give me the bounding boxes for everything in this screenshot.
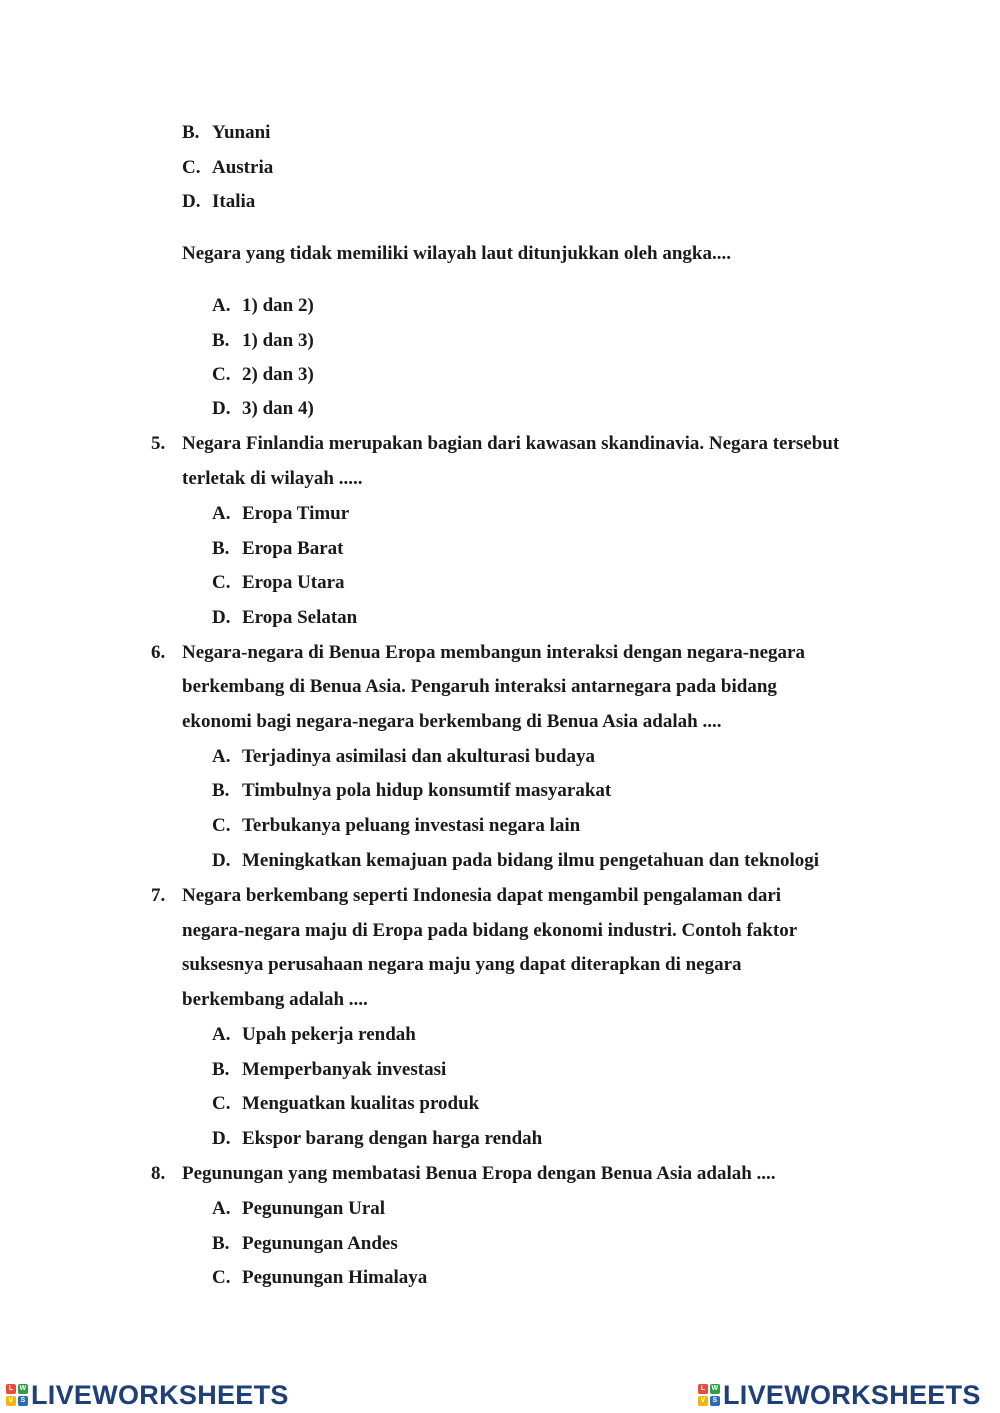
q6-stem-line-1: Negara-negara di Benua Eropa membangun interaksi dengan negara-negara xyxy=(182,642,805,663)
q4-option-a: A. 1) dan 2) xyxy=(212,295,314,316)
q7-stem-line-3: suksesnya perusahaan negara maju yang dapat diterapkan di negara xyxy=(182,954,742,975)
q8-number: 8. xyxy=(151,1163,166,1184)
q7-option-b: B. Memperbanyak investasi xyxy=(212,1059,447,1080)
liveworksheets-logo-left[interactable] xyxy=(6,1378,289,1412)
logo-cell: L xyxy=(698,1384,708,1394)
q5-number: 5. xyxy=(151,433,166,454)
q5-option-d: D. Eropa Selatan xyxy=(212,607,358,628)
q6-option-d: D. Meningkatkan kemajuan pada bidang ilmu pengetahuan dan teknologi xyxy=(212,850,820,871)
q5-option-b: B. Eropa Barat xyxy=(212,538,344,559)
liveworksheets-grid-icon xyxy=(698,1384,720,1406)
option-b-yunani: B. Yunani xyxy=(182,122,271,143)
q7-stem-line-2: negara-negara maju di Eropa pada bidang ekonomi industri. Contoh faktor xyxy=(182,920,798,941)
q5-option-a: A. Eropa Timur xyxy=(212,503,350,524)
q4-stem: Negara yang tidak memiliki wilayah laut ditunjukkan oleh angka.... xyxy=(182,243,731,264)
q7-option-c: C. Menguatkan kualitas produk xyxy=(212,1093,480,1114)
brand-text: LIVEWORKSHEETS xyxy=(723,1379,981,1410)
q8-option-c: C. Pegunungan Himalaya xyxy=(212,1267,428,1288)
logo-cell: L xyxy=(6,1384,16,1394)
q7-number: 7. xyxy=(151,885,166,906)
q4-option-b: B. 1) dan 3) xyxy=(212,330,314,351)
q5-stem-line-2: terletak di wilayah ..... xyxy=(182,468,363,489)
q6-option-c: C. Terbukanya peluang investasi negara lain xyxy=(212,815,581,836)
q7-stem-line-4: berkembang adalah .... xyxy=(182,989,368,1010)
q4-option-d: D. 3) dan 4) xyxy=(212,398,314,419)
q6-stem-line-2: berkembang di Benua Asia. Pengaruh interaksi antarnegara pada bidang xyxy=(182,676,777,697)
brand-text: LIVEWORKSHEETS xyxy=(31,1379,289,1410)
q5-option-c: C. Eropa Utara xyxy=(212,572,345,593)
q8-stem-line-1: Pegunungan yang membatasi Benua Eropa dengan Benua Asia adalah .... xyxy=(182,1163,776,1184)
liveworksheets-logo-right[interactable] xyxy=(698,1378,981,1412)
logo-cell: W xyxy=(711,1385,719,1392)
q4-option-c: C. 2) dan 3) xyxy=(212,364,314,385)
q8-option-a: A. Pegunungan Ural xyxy=(212,1198,386,1219)
q7-option-d: D. Ekspor barang dengan harga rendah xyxy=(212,1128,543,1149)
logo-cell: S xyxy=(18,1396,28,1406)
logo-cell: V xyxy=(698,1396,708,1406)
logo-cell: S xyxy=(710,1396,720,1406)
option-c-austria: C. Austria xyxy=(182,157,274,178)
option-d-italia: D. Italia xyxy=(182,191,256,212)
q8-option-b: B. Pegunungan Andes xyxy=(212,1233,398,1254)
logo-cell: W xyxy=(19,1385,27,1392)
q7-option-a: A. Upah pekerja rendah xyxy=(212,1024,416,1045)
q5-stem-line-1: Negara Finlandia merupakan bagian dari kawasan skandinavia. Negara tersebut xyxy=(182,433,840,454)
q7-stem-line-1: Negara berkembang seperti Indonesia dapat mengambil pengalaman dari xyxy=(182,885,782,906)
q6-stem-line-3: ekonomi bagi negara-negara berkembang di Benua Asia adalah .... xyxy=(182,711,722,732)
q6-number: 6. xyxy=(151,642,166,663)
q6-option-b: B. Timbulnya pola hidup konsumtif masyarakat xyxy=(212,780,612,801)
q6-option-a: A. Terjadinya asimilasi dan akulturasi budaya xyxy=(212,746,596,767)
logo-cell: V xyxy=(6,1396,16,1406)
liveworksheets-grid-icon xyxy=(6,1384,28,1406)
